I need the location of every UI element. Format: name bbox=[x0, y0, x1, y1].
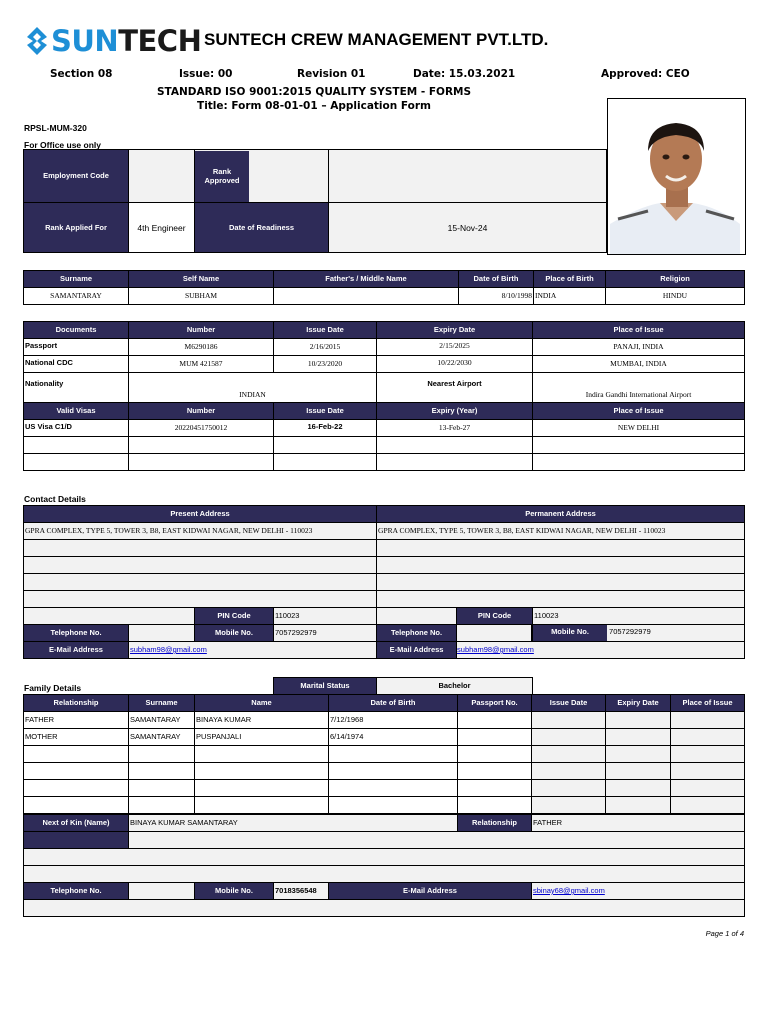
dob-value[interactable]: 8/10/1998 bbox=[459, 288, 534, 305]
cdc-label: National CDC bbox=[24, 356, 129, 373]
father-surname[interactable]: SAMANTARAY bbox=[129, 712, 195, 729]
rank-approved-field[interactable] bbox=[329, 150, 607, 203]
valid-visas-header: Valid Visas bbox=[24, 403, 129, 420]
page-number: Page 1 of 4 bbox=[705, 929, 744, 938]
kin-telephone-label: Telephone No. bbox=[24, 883, 129, 900]
table-row bbox=[24, 420, 745, 437]
permanent-address-value[interactable]: GPRA COMPLEX, TYPE 5, TOWER 3, B8, EAST KIDWAI NAGAR, NEW DELHI - 110023 bbox=[377, 523, 745, 540]
visa-issue-date-header: Issue Date bbox=[274, 403, 377, 420]
family-table bbox=[23, 694, 745, 814]
nearest-airport-value[interactable]: Indira Gandhi International Airport bbox=[533, 373, 745, 403]
permanent-pin-label: PIN Code bbox=[457, 608, 533, 625]
next-of-kin-table bbox=[23, 814, 745, 917]
documents-table bbox=[23, 321, 745, 471]
table-row bbox=[24, 729, 745, 746]
fam-passport-header: Passport No. bbox=[458, 695, 532, 712]
rank-approved-label: Rank Approved bbox=[195, 151, 249, 202]
fam-place-header: Place of Issue bbox=[671, 695, 745, 712]
approved-label: Approved: CEO bbox=[601, 68, 690, 80]
next-of-kin-label: Next of Kin (Name) bbox=[24, 815, 129, 832]
nationality-value[interactable]: INDIAN bbox=[129, 373, 377, 403]
logo-mark-icon bbox=[26, 26, 48, 56]
employment-code-label: Employment Code bbox=[24, 150, 129, 203]
father-relationship[interactable]: FATHER bbox=[24, 712, 129, 729]
table-row bbox=[24, 356, 745, 373]
present-email-link[interactable]: subham98@gmail.com bbox=[130, 645, 207, 654]
section-label: Section 08 bbox=[50, 68, 113, 80]
cdc-expiry-date[interactable]: 10/22/2030 bbox=[377, 356, 533, 373]
office-use-label: For Office use only bbox=[24, 140, 101, 150]
place-of-issue-header: Place of Issue bbox=[533, 322, 745, 339]
visa-expiry[interactable]: 13-Feb-27 bbox=[377, 420, 533, 437]
fam-name-header: Name bbox=[195, 695, 329, 712]
religion-value[interactable]: HINDU bbox=[606, 288, 745, 305]
passport-number[interactable]: M6290186 bbox=[129, 339, 274, 356]
permanent-pin-value[interactable]: 110023 bbox=[533, 608, 745, 625]
self-name-value[interactable]: SUBHAM bbox=[129, 288, 274, 305]
mother-relationship[interactable]: MOTHER bbox=[24, 729, 129, 746]
dob-header: Date of Birth bbox=[459, 271, 534, 288]
mother-name[interactable]: PUSPANJALI bbox=[195, 729, 329, 746]
marital-status-label: Marital Status bbox=[274, 678, 377, 695]
place-of-birth-header: Place of Birth bbox=[534, 271, 606, 288]
mother-surname[interactable]: SAMANTARAY bbox=[129, 729, 195, 746]
cdc-place-of-issue[interactable]: MUMBAI, INDIA bbox=[533, 356, 745, 373]
rank-applied-value[interactable]: 4th Engineer bbox=[129, 203, 195, 253]
next-of-kin-value[interactable]: BINAYA KUMAR SAMANTARAY bbox=[129, 815, 458, 832]
kin-relationship-label: Relationship bbox=[458, 815, 532, 832]
form-title: Title: Form 08-01-01 – Application Form bbox=[197, 100, 431, 112]
visa-place[interactable]: NEW DELHI bbox=[533, 420, 745, 437]
mother-dob[interactable]: 6/14/1974 bbox=[329, 729, 458, 746]
revision-label: Revision 01 bbox=[297, 68, 366, 80]
father-name-header: Father's / Middle Name bbox=[274, 271, 459, 288]
company-name: SUNTECH CREW MANAGEMENT PVT.LTD. bbox=[204, 30, 549, 49]
readiness-label: Date of Readiness bbox=[195, 203, 329, 253]
table-row bbox=[24, 780, 745, 797]
table-row bbox=[24, 454, 745, 471]
expiry-date-header: Expiry Date bbox=[377, 322, 533, 339]
date-label: Date: 15.03.2021 bbox=[413, 68, 516, 80]
passport-expiry-date[interactable]: 2/15/2025 bbox=[377, 339, 533, 356]
passport-label: Passport bbox=[24, 339, 129, 356]
contact-table bbox=[23, 505, 745, 659]
present-address-header: Present Address bbox=[24, 506, 377, 523]
office-use-table bbox=[23, 149, 607, 253]
present-pin-value[interactable]: 110023 bbox=[274, 608, 377, 625]
reference-number: RPSL-MUM-320 bbox=[24, 123, 87, 133]
kin-relationship-value[interactable]: FATHER bbox=[532, 815, 745, 832]
permanent-telephone-field[interactable] bbox=[457, 625, 532, 641]
nationality-label: Nationality bbox=[24, 373, 129, 403]
personal-table bbox=[23, 270, 745, 305]
father-name-value[interactable] bbox=[274, 288, 459, 305]
self-name-header: Self Name bbox=[129, 271, 274, 288]
table-row bbox=[24, 797, 745, 814]
kin-email-label: E-Mail Address bbox=[329, 883, 532, 900]
relationship-header: Relationship bbox=[24, 695, 129, 712]
kin-mobile-label: Mobile No. bbox=[195, 883, 274, 900]
family-details-title: Family Details bbox=[24, 683, 82, 693]
present-pin-label: PIN Code bbox=[195, 608, 274, 625]
marital-status-table bbox=[273, 677, 533, 695]
logo-wordmark: SUNTECH bbox=[51, 24, 202, 58]
nearest-airport-label: Nearest Airport bbox=[377, 373, 533, 403]
visa-number-header: Number bbox=[129, 403, 274, 420]
present-email-label: E-Mail Address bbox=[24, 642, 129, 659]
kin-mobile-value[interactable]: 7018356548 bbox=[274, 883, 329, 900]
fam-surname-header: Surname bbox=[129, 695, 195, 712]
visa-place-header: Place of Issue bbox=[533, 403, 745, 420]
present-telephone-label: Telephone No. bbox=[24, 625, 129, 642]
permanent-mobile-value[interactable]: 7057292979 bbox=[609, 627, 651, 636]
fam-expiry-header: Expiry Date bbox=[606, 695, 671, 712]
visa-issue-date[interactable]: 16-Feb-22 bbox=[274, 420, 377, 437]
permanent-email-label: E-Mail Address bbox=[377, 642, 457, 659]
place-of-birth-value[interactable]: INDIA bbox=[534, 288, 606, 305]
table-row bbox=[24, 339, 745, 356]
applicant-photo bbox=[607, 98, 746, 255]
kin-telephone-field[interactable] bbox=[129, 883, 195, 900]
permanent-mobile-label: Mobile No. bbox=[533, 625, 607, 641]
permanent-telephone-label: Telephone No. bbox=[377, 625, 457, 642]
company-logo bbox=[26, 24, 201, 58]
standard-line: STANDARD ISO 9001:2015 QUALITY SYSTEM - FORMS bbox=[156, 86, 472, 98]
documents-header: Documents bbox=[24, 322, 129, 339]
surname-header: Surname bbox=[24, 271, 129, 288]
present-mobile-value[interactable]: 7057292979 bbox=[274, 625, 377, 642]
contact-details-title: Contact Details bbox=[24, 494, 86, 504]
religion-header: Religion bbox=[606, 271, 745, 288]
father-name[interactable]: BINAYA KUMAR bbox=[195, 712, 329, 729]
visa-expiry-header: Expiry (Year) bbox=[377, 403, 533, 420]
surname-value[interactable]: SAMANTARAY bbox=[24, 288, 129, 305]
permanent-address-header: Permanent Address bbox=[377, 506, 745, 523]
present-address-value[interactable]: GPRA COMPLEX, TYPE 5, TOWER 3, B8, EAST KIDWAI NAGAR, NEW DELHI - 110023 bbox=[24, 523, 377, 540]
issue-label: Issue: 00 bbox=[179, 68, 233, 80]
visa-number[interactable]: 20220451750012 bbox=[129, 420, 274, 437]
permanent-email-link[interactable]: subham98@gmail.com bbox=[457, 645, 534, 654]
employment-code-field[interactable] bbox=[129, 150, 195, 203]
table-row bbox=[24, 746, 745, 763]
present-telephone-field[interactable] bbox=[129, 625, 195, 642]
rank-applied-label: Rank Applied For bbox=[24, 203, 129, 253]
cdc-issue-date[interactable]: 10/23/2020 bbox=[274, 356, 377, 373]
present-mobile-label: Mobile No. bbox=[195, 625, 274, 642]
number-header: Number bbox=[129, 322, 274, 339]
father-dob[interactable]: 7/12/1968 bbox=[329, 712, 458, 729]
visa-type[interactable]: US Visa C1/D bbox=[24, 420, 129, 437]
fam-issue-header: Issue Date bbox=[532, 695, 606, 712]
fam-dob-header: Date of Birth bbox=[329, 695, 458, 712]
table-row bbox=[24, 437, 745, 454]
table-row bbox=[24, 763, 745, 780]
marital-status-value[interactable]: Bachelor bbox=[377, 678, 533, 695]
readiness-value[interactable]: 15-Nov-24 bbox=[329, 203, 607, 253]
kin-email-link[interactable]: sbinay68@gmail.com bbox=[533, 886, 605, 895]
cdc-number[interactable]: MUM 421587 bbox=[129, 356, 274, 373]
passport-issue-date[interactable]: 2/16/2015 bbox=[274, 339, 377, 356]
issue-date-header: Issue Date bbox=[274, 322, 377, 339]
passport-place-of-issue[interactable]: PANAJI, INDIA bbox=[533, 339, 745, 356]
table-row bbox=[24, 712, 745, 729]
